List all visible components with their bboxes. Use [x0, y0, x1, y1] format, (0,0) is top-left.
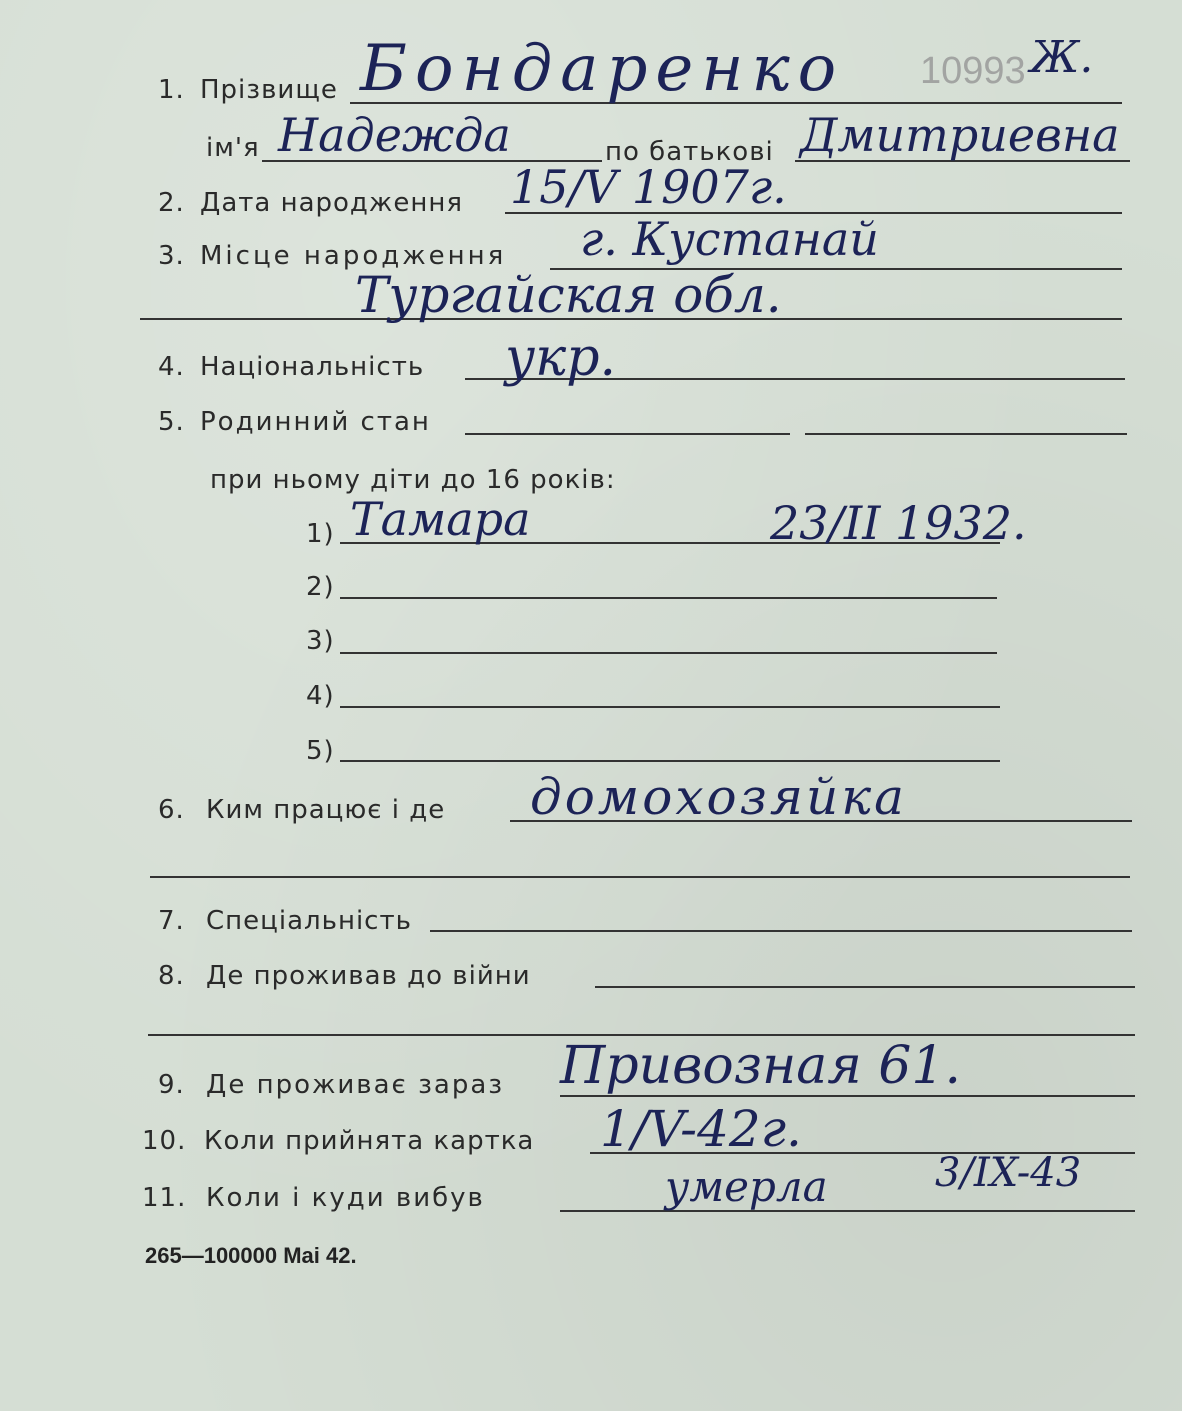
field-10-number: 10. [142, 1126, 187, 1156]
field-5-line-2 [805, 433, 1127, 435]
field-9-label: Де проживає зараз [206, 1070, 505, 1100]
child-1-date: 23/II 1932. [770, 496, 1027, 550]
card-date-entry: 1/V-42г. [600, 1100, 802, 1158]
field-1-number: 1. [158, 75, 185, 105]
surname-entry: Бондаренко [360, 32, 845, 106]
first-name-entry: Надежда [278, 108, 511, 162]
field-5-line-1 [465, 433, 790, 435]
field-11-number: 11. [142, 1183, 187, 1213]
child-4-line [340, 706, 1000, 708]
children-label: при ньому діти до 16 років: [210, 465, 616, 495]
patronymic-entry: Дмитриевна [800, 108, 1120, 162]
field-8-line [595, 986, 1135, 988]
child-1-name: Тамара [350, 492, 531, 546]
birth-region-entry: Тургайская обл. [355, 266, 782, 324]
current-address-entry: Привозная 61. [560, 1036, 961, 1096]
field-11-label: Коли і куди вибув [206, 1183, 485, 1213]
birth-place-entry: г. Кустанай [580, 212, 879, 266]
patronymic-label: по батькові [605, 137, 774, 167]
occupation-entry: домохозяйка [530, 768, 907, 826]
departure-entry: умерла [665, 1162, 828, 1211]
child-4-number: 4) [306, 681, 335, 711]
field-6-number: 6. [158, 795, 185, 825]
child-1-number: 1) [306, 519, 335, 549]
child-5-line [340, 760, 1000, 762]
field-5-label: Родинний стан [200, 407, 431, 437]
field-4-number: 4. [158, 352, 185, 382]
field-6-label: Ким працює і де [206, 795, 446, 825]
departure-date-entry: 3/IX-43 [935, 1150, 1082, 1196]
field-5-number: 5. [158, 407, 185, 437]
field-11-line [560, 1210, 1135, 1212]
file-number-stamp: 10993 [920, 50, 1026, 92]
nationality-entry: укр. [505, 328, 617, 388]
child-5-number: 5) [306, 736, 335, 766]
field-7-line [430, 930, 1132, 932]
field-7-label: Спеціальність [206, 906, 412, 936]
field-2-label: Дата народження [200, 188, 463, 218]
field-8-number: 8. [158, 961, 185, 991]
field-8-label: Де проживав до війни [206, 961, 531, 991]
field-4-label: Національність [200, 352, 425, 382]
birth-date-entry: 15/V 1907г. [510, 160, 787, 214]
field-3-number: 3. [158, 241, 185, 271]
name-label: ім'я [206, 133, 260, 163]
child-3-number: 3) [306, 626, 335, 656]
field-3-label: Місце народження [200, 241, 507, 271]
surname-note: Ж. [1030, 32, 1094, 83]
field-6-line-2 [150, 876, 1130, 878]
field-7-number: 7. [158, 906, 185, 936]
child-3-line [340, 652, 997, 654]
print-code: 265—100000 Mai 42. [145, 1243, 357, 1268]
field-2-number: 2. [158, 188, 185, 218]
child-2-number: 2) [306, 572, 335, 602]
field-1-label: Прізвище [200, 75, 338, 105]
field-9-number: 9. [158, 1070, 185, 1100]
child-2-line [340, 597, 997, 599]
field-10-label: Коли прийнята картка [204, 1126, 535, 1156]
